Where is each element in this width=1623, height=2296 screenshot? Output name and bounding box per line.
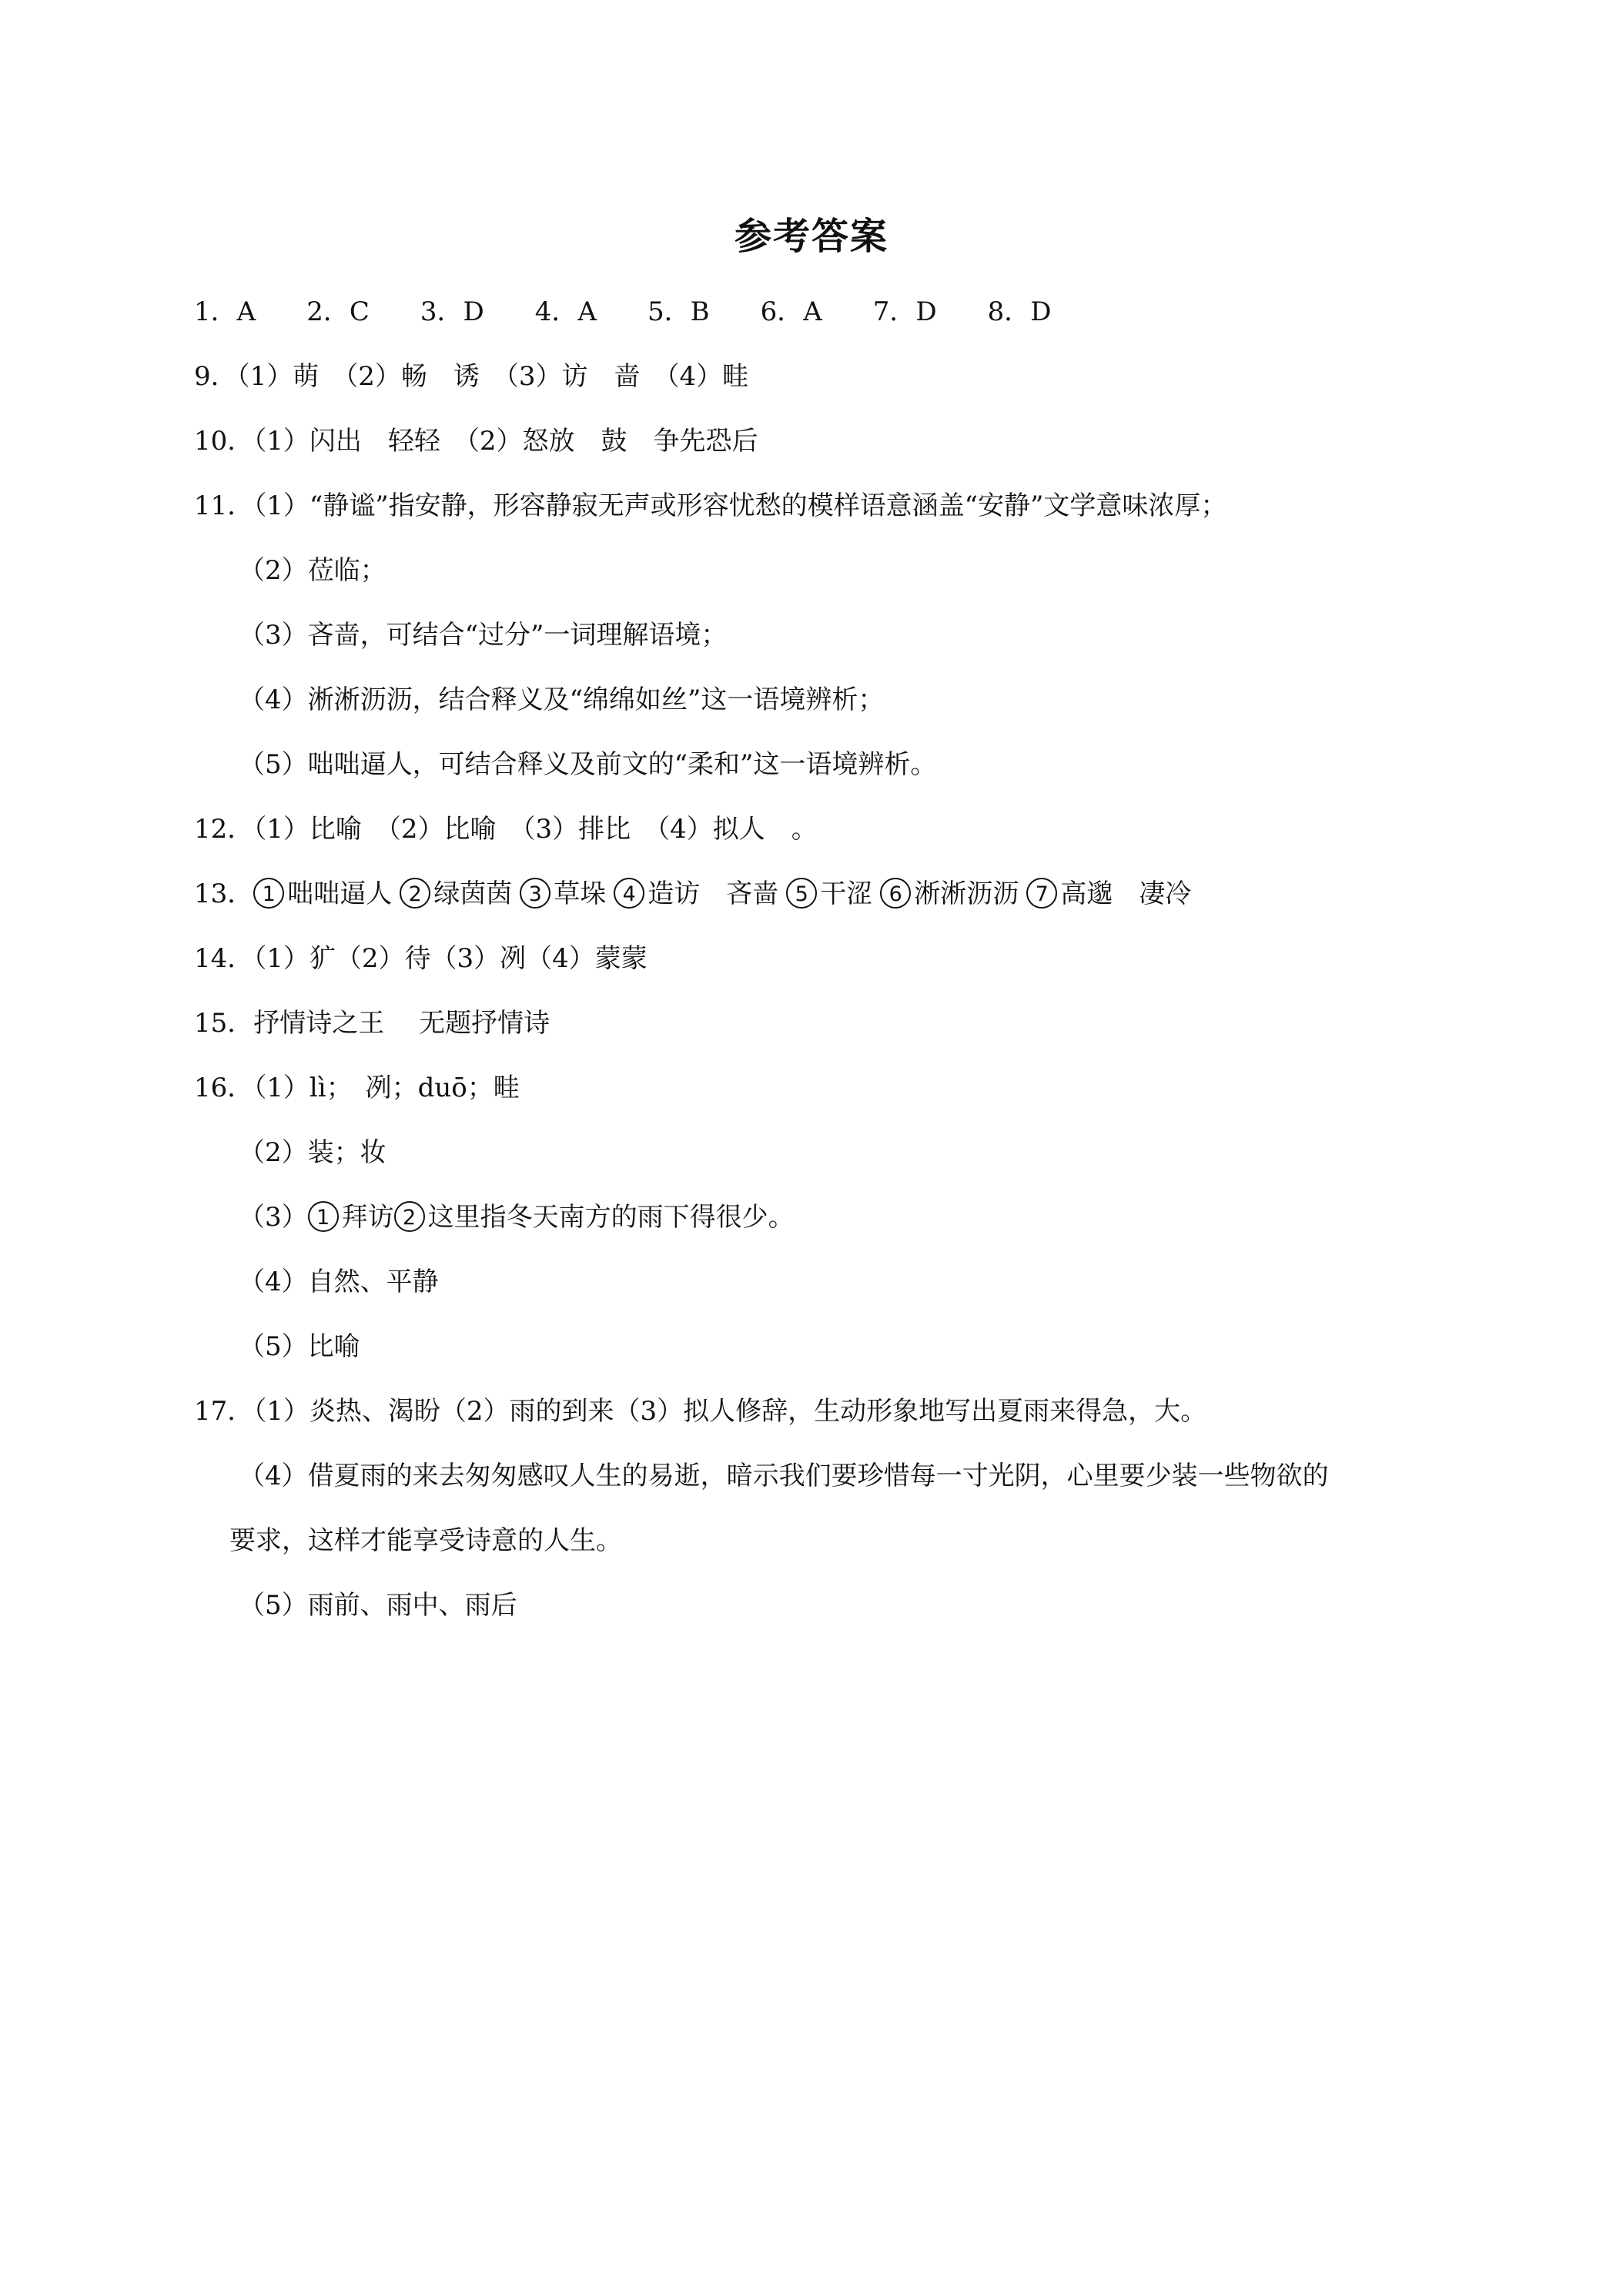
answer-17-part-4: （4）借夏雨的来去匆匆感叹人生的易逝，暗示我们要珍惜每一寸光阴，心里要少装一些物欲的 xyxy=(239,1461,1329,1491)
answer-16-part-1: 16．（1）lì； 冽；duō；畦 xyxy=(194,1073,520,1103)
page-title: 参考答案 xyxy=(734,215,888,258)
circled-number-2: 2 xyxy=(394,1201,425,1232)
answer-12: 12．（1）比喻 （2）比喻 （3）排比 （4）拟人 。 xyxy=(194,814,818,845)
answer-2: 2．C xyxy=(306,296,370,327)
answer-7: 7．D xyxy=(872,296,937,327)
circled-number-4: 4 xyxy=(614,878,644,909)
answer-16-part-4: （4）自然、平静 xyxy=(239,1267,439,1297)
answer-16-part-3 xyxy=(239,1198,795,1237)
answer-3: 3．D xyxy=(420,296,484,327)
answer-choices-1-8 xyxy=(194,293,1052,331)
answer-16-part-2: （2）装；妆 xyxy=(239,1137,387,1168)
circled-number-5: 5 xyxy=(786,878,817,909)
answer-13-item-3: 草垛 xyxy=(554,879,607,909)
answer-13-number: 13． xyxy=(194,879,254,909)
answer-15: 15．抒情诗之王 无题抒情诗 xyxy=(194,1008,550,1039)
answer-13 xyxy=(194,875,1191,913)
answer-17-part-4-continued: 要求，这样才能享受诗意的人生。 xyxy=(229,1525,622,1556)
answer-6: 6．A xyxy=(760,296,822,327)
answer-16-part-5: （5）比喻 xyxy=(239,1331,360,1362)
circled-number-1: 1 xyxy=(308,1201,339,1232)
circled-number-6: 6 xyxy=(880,878,911,909)
answer-14: 14．（1）犷（2）待（3）冽（4）蒙蒙 xyxy=(194,943,648,974)
answer-13-item-6: 淅淅沥沥 xyxy=(914,879,1019,909)
answer-13-item-2: 绿茵茵 xyxy=(433,879,513,909)
answer-10: 10．（1）闪出 轻轻 （2）怒放 鼓 争先恐后 xyxy=(194,426,758,457)
answer-11-part-2: （2）莅临； xyxy=(239,555,387,586)
answer-16-part-3-item-1: 拜访 xyxy=(341,1202,394,1233)
circled-number-1: 1 xyxy=(253,878,284,909)
answer-8: 8．D xyxy=(987,296,1052,327)
answer-13-item-5: 干涩 xyxy=(820,879,873,909)
answer-17-part-1: 17．（1）炎热、渴盼（2）雨的到来（3）拟人修辞，生动形象地写出夏雨来得急，大。 xyxy=(194,1396,1207,1427)
answer-13-item-4: 造访 吝啬 xyxy=(648,879,779,909)
answer-11-part-1: 11．（1）“静谧”指安静，形容静寂无声或形容忧愁的模样语意涵盖“安静”文学意味浓厚； xyxy=(194,490,1227,521)
answer-4: 4．A xyxy=(534,296,597,327)
answer-1: 1．A xyxy=(194,296,256,327)
circled-number-7: 7 xyxy=(1026,878,1057,909)
answer-13-item-7: 高邈 凄冷 xyxy=(1060,879,1192,909)
circled-number-3: 3 xyxy=(520,878,550,909)
circled-number-2: 2 xyxy=(400,878,430,909)
answer-16-part-3-item-2: 这里指冬天南方的雨下得很少。 xyxy=(427,1202,795,1233)
answer-11-part-3: （3）吝啬，可结合“过分”一词理解语境； xyxy=(239,620,728,651)
answer-5: 5．B xyxy=(647,296,710,327)
answer-16-part-3-prefix: （3） xyxy=(239,1202,308,1233)
answer-11-part-5: （5）咄咄逼人，可结合释义及前文的“柔和”这一语境辨析。 xyxy=(239,749,937,780)
answer-9: 9．（1）萌 （2）畅 诱 （3）访 啬 （4）畦 xyxy=(194,361,749,392)
answer-17-part-5: （5）雨前、雨中、雨后 xyxy=(239,1590,517,1621)
answer-13-item-1: 咄咄逼人 xyxy=(287,879,393,909)
answer-11-part-4: （4）淅淅沥沥，结合释义及“绵绵如丝”这一语境辨析； xyxy=(239,684,885,715)
